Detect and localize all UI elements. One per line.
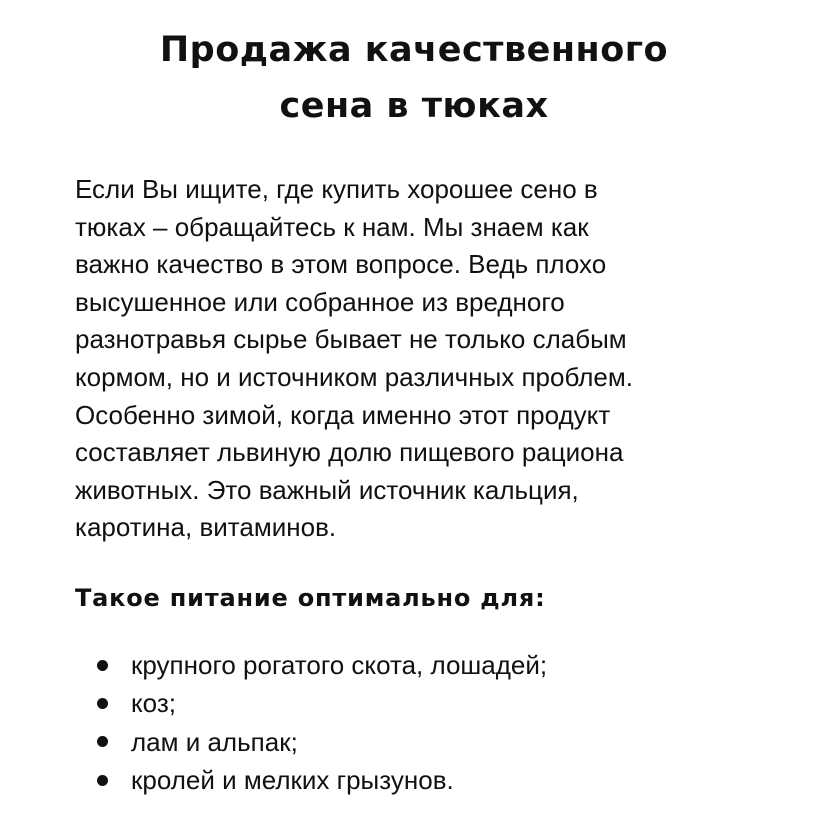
section-subheading: Такое питание оптимально для: bbox=[75, 584, 546, 612]
paragraph-line: тюках – обращайтесь к нам. Мы знаем как bbox=[75, 211, 589, 242]
paragraph-line: каротина, витаминов. bbox=[75, 512, 337, 543]
paragraph-line: животных. Это важный источник кальция, bbox=[75, 474, 579, 505]
paragraph-line: Если Вы ищите, где купить хорошее сено в bbox=[75, 174, 598, 204]
list-item-text: коз; bbox=[131, 688, 176, 719]
list-item-text: крупного рогатого скота, лошадей; bbox=[131, 650, 548, 681]
paragraph-line: Особенно зимой, когда именно этот продукт bbox=[75, 399, 611, 430]
list-item bbox=[75, 684, 547, 722]
bullet-icon bbox=[97, 736, 108, 747]
list-item bbox=[75, 761, 547, 799]
animals-list bbox=[75, 646, 547, 799]
paragraph-line: разнотравья сырье бывает не только слабым bbox=[75, 324, 627, 355]
page-title bbox=[60, 22, 768, 134]
list-item bbox=[75, 646, 547, 684]
paragraph-line: кормом, но и источником различных проблем. bbox=[75, 361, 633, 392]
paragraph-line: важно качество в этом вопросе. Ведь плохо bbox=[75, 249, 607, 280]
intro-paragraph bbox=[75, 171, 775, 547]
list-item-text: лам и альпак; bbox=[131, 726, 298, 757]
page-title-line-2: сена в тюках bbox=[279, 86, 549, 126]
paragraph-line: высушенное или собранное из вредного bbox=[75, 286, 565, 317]
list-item-text: кролей и мелких грызунов. bbox=[131, 765, 454, 796]
list-item bbox=[75, 723, 547, 761]
bullet-icon bbox=[97, 775, 108, 786]
paragraph-line: составляет львиную долю пищевого рациона bbox=[75, 437, 624, 468]
bullet-icon bbox=[97, 698, 108, 709]
bullet-icon bbox=[97, 660, 108, 671]
page-title-line-1: Продажа качественного bbox=[159, 30, 669, 70]
